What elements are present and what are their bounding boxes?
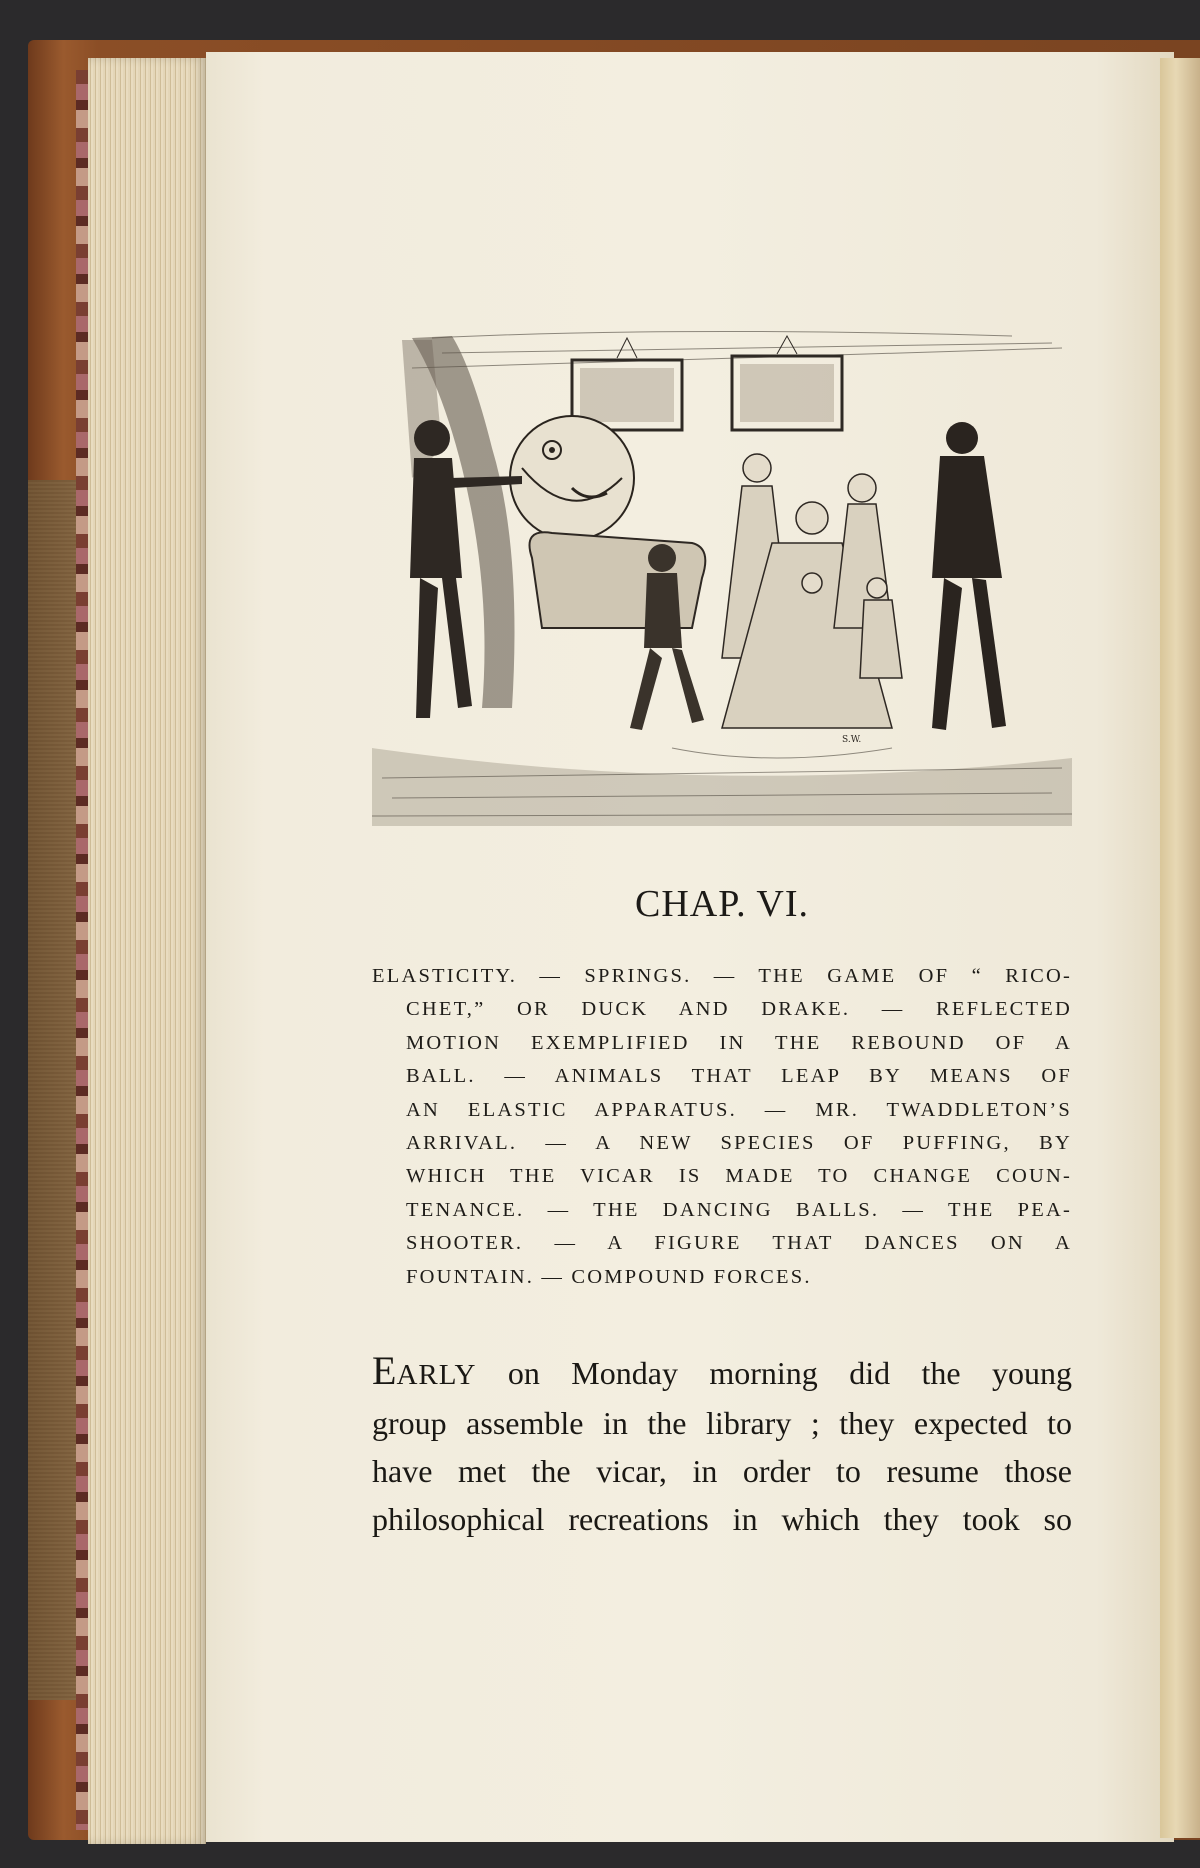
body-line: have met the vicar, in order to resume those bbox=[372, 1453, 1072, 1489]
illustration-signature: S.W. bbox=[842, 735, 862, 745]
synopsis-line: FOUNTAIN. — COMPOUND FORCES. bbox=[406, 1265, 812, 1288]
synopsis-line: SHOOTER. — A FIGURE THAT DANCES ON A bbox=[406, 1232, 1072, 1255]
body-line: philosophical recreations in which they took so bbox=[372, 1501, 1072, 1537]
body-paragraph bbox=[372, 1347, 1072, 1543]
synopsis-line: ARRIVAL. — A NEW SPECIES OF PUFFING, BY bbox=[406, 1132, 1072, 1155]
book-page bbox=[206, 52, 1174, 1842]
chapter-illustration bbox=[372, 328, 1072, 826]
body-first-line-text: on Monday morning did the young bbox=[476, 1355, 1072, 1391]
synopsis-line: AN ELASTIC APPARATUS. — MR. TWADDLETON’S bbox=[406, 1098, 1072, 1121]
synopsis-line: CHET,” OR DUCK AND DRAKE. — REFLECTED bbox=[406, 998, 1072, 1021]
book-spine-cloth bbox=[28, 480, 76, 1700]
chapter-synopsis bbox=[372, 960, 1072, 1294]
synopsis-line: WHICH THE VICAR IS MADE TO CHANGE COUN- bbox=[406, 1165, 1072, 1188]
small-caps-word: ARLY bbox=[396, 1359, 477, 1391]
drop-capital: E bbox=[372, 1348, 397, 1393]
body-line: group assemble in the library ; they expected to bbox=[372, 1405, 1072, 1441]
synopsis-line: BALL. — ANIMALS THAT LEAP BY MEANS OF bbox=[406, 1065, 1072, 1088]
synopsis-line: MOTION EXEMPLIFIED IN THE REBOUND OF A bbox=[406, 1031, 1072, 1054]
synopsis-line: ELASTICITY. — SPRINGS. — THE GAME OF “ RICO- bbox=[372, 965, 1072, 987]
body-first-line bbox=[372, 1347, 1072, 1399]
chapter-heading: CHAP. VI. bbox=[634, 883, 810, 925]
synopsis-line: TENANCE. — THE DANCING BALLS. — THE PEA- bbox=[406, 1198, 1072, 1221]
marbled-endpaper bbox=[76, 70, 88, 1830]
page-right-edge bbox=[1160, 58, 1200, 1838]
page-stack-edges bbox=[88, 58, 206, 1844]
